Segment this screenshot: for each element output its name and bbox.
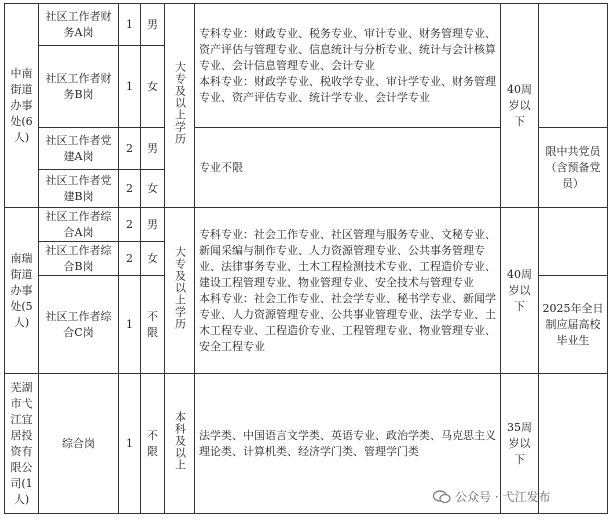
count-cell: 1 [119,374,141,514]
count-cell: 1 [119,276,141,374]
gender-cell: 男 [141,208,165,242]
education-cell: 大专及以上学历 [165,208,195,374]
count-cell: 2 [119,208,141,242]
position-cell: 综合岗 [39,374,119,514]
gender-cell: 女 [141,46,165,128]
position-cell: 社区工作者财务B岗 [39,46,119,128]
gender-cell: 男 [141,4,165,46]
major-requirement-cell: 专业不限 [195,128,501,208]
major-requirement-cell: 法学类、中国语言文学类、英语专业、政治学类、马克思主义理论类、计算机类、经济学门类、管理学门类 [195,374,501,514]
gender-cell: 女 [141,170,165,208]
other-requirement-cell: 2025年全日制应届高校毕业生 [539,276,608,374]
position-cell: 社区工作者财务A岗 [39,4,119,46]
gender-cell: 男 [141,128,165,170]
position-cell: 社区工作者党建A岗 [39,128,119,170]
education-cell: 本科及以上 [165,374,195,514]
count-cell: 1 [119,46,141,128]
watermark-text: 公众号 · 弋江发布 [455,490,551,504]
recruitment-table [4,3,608,514]
position-cell: 社区工作者综合A岗 [39,208,119,242]
other-requirement-cell [539,4,608,128]
position-cell: 社区工作者党建B岗 [39,170,119,208]
gender-cell: 不限 [141,276,165,374]
unit-cell: 芜湖市弋江宜居投资有限公司(1人) [5,374,39,514]
unit-cell: 中南街道办事处(6人) [5,4,39,208]
education-cell: 大专及以上学历 [165,4,195,208]
count-cell: 2 [119,170,141,208]
position-cell: 社区工作者综合C岗 [39,276,119,374]
watermark [433,488,550,505]
count-cell: 2 [119,242,141,276]
gender-cell: 不限 [141,374,165,514]
other-requirement-cell [539,208,608,276]
table-row [5,208,608,242]
major-requirement-cell: 专科专业：社会工作专业、社区管理与服务专业、文秘专业、新闻采编与制作专业、人力资源管理专业、公共事务管理专业、法律事务专业、土木工程检测技术专业、工程造价专业、建设工程管理专业、物业管理专业、安全技术与管理专业 本科专业：社会工作专业、社会学专业、秘书学专业、新闻学专业、人力资源管理专业、公共事业管理专业、法学专业、土木工程专业、工程造价专业、工程管理专业、物业管理专业、安全工程专业 [195,208,501,374]
unit-cell: 南瑞街道办事处(5人) [5,208,39,374]
age-cell: 35周岁以下 [501,374,539,514]
wechat-icon [433,490,451,504]
other-requirement-cell: 限中共党员（含预备党员） [539,128,608,208]
age-cell: 40周岁以下 [501,4,539,208]
gender-cell: 女 [141,242,165,276]
position-cell: 社区工作者综合B岗 [39,242,119,276]
major-requirement-cell: 专科专业：财政专业、税务专业、审计专业、财务管理专业、资产评估与管理专业、信息统计与分析专业、统计与会计核算专业、会计信息管理专业、会计专业 本科专业：财政学专业、税收学专业、审计学专业、财务管理专业、资产评估专业、统计学专业、会计学专业 [195,4,501,128]
count-cell: 2 [119,128,141,170]
count-cell: 1 [119,4,141,46]
age-cell: 40周岁以下 [501,208,539,374]
table-row [5,4,608,46]
